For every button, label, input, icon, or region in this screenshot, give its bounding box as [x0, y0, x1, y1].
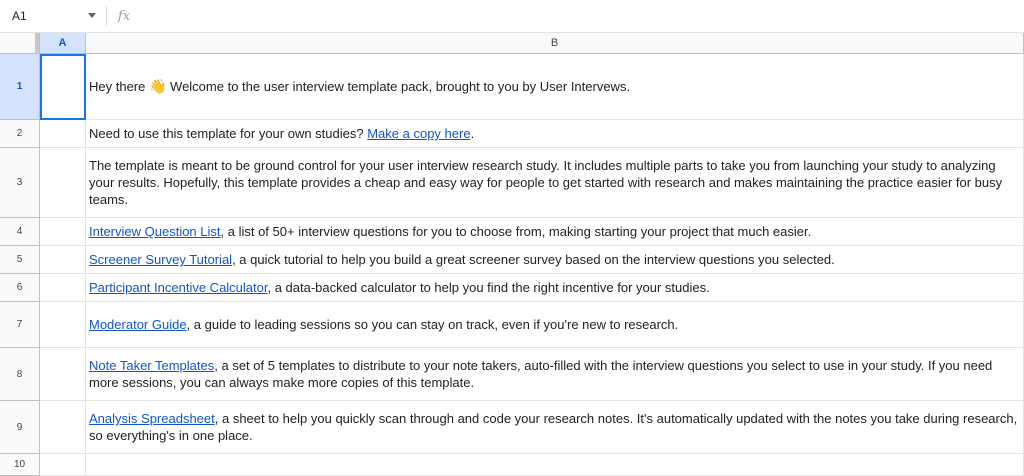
formula-bar-divider — [106, 6, 107, 26]
row-header-5[interactable]: 5 — [0, 246, 40, 274]
row-header-4[interactable]: 4 — [0, 218, 40, 246]
cell-a9[interactable] — [40, 401, 86, 454]
cell-b3[interactable] — [86, 148, 1024, 218]
cell-a4[interactable] — [40, 218, 86, 246]
cell-a8[interactable] — [40, 348, 86, 401]
fx-icon: fx — [117, 8, 131, 24]
row-header-9[interactable]: 9 — [0, 401, 40, 454]
row-header-6[interactable]: 6 — [0, 274, 40, 302]
cell-a5[interactable] — [40, 246, 86, 274]
column-header-b[interactable]: B — [86, 33, 1024, 54]
cell-b2[interactable]: Need to use this template for your own studies? Make a copy here. — [86, 120, 1024, 148]
cell-b4[interactable]: Interview Question List, a list of 50+ interview questions for you to choose from, making starting your project that much easier. — [86, 218, 1024, 246]
row-header-2[interactable]: 2 — [0, 120, 40, 148]
cell-b6[interactable]: Participant Incentive Calculator, a data-backed calculator to help you find the right incentive for your studies. — [86, 274, 1024, 302]
participant-incentive-calculator-link[interactable]: Participant Incentive Calculator — [89, 280, 268, 295]
cell-a10[interactable] — [40, 454, 86, 476]
row-header-8[interactable]: 8 — [0, 348, 40, 401]
waving-hand-emoji: 👋 — [148, 78, 167, 94]
cell-b10[interactable] — [86, 454, 1024, 476]
row-header-10[interactable]: 10 — [0, 454, 40, 476]
column-header-a[interactable]: A — [40, 33, 86, 54]
name-box[interactable] — [4, 4, 100, 28]
name-box-value: A1 — [12, 9, 27, 23]
cell-a3[interactable] — [40, 148, 86, 218]
row-header-7[interactable]: 7 — [0, 302, 40, 348]
spreadsheet-grid — [0, 33, 1024, 476]
select-all-corner[interactable] — [0, 33, 40, 54]
screener-survey-tutorial-link[interactable]: Screener Survey Tutorial — [89, 252, 233, 267]
cell-a7[interactable] — [40, 302, 86, 348]
intro-paragraph: The template is meant to be ground control for your user interview research study. It includes multiple parts to take you from launching your study to analyzing your results. Hopefully, this template provides a cheap and easy way for people to get started with research and makes maintaining the practice easier for busy teams. — [89, 158, 1003, 207]
cell-a2[interactable] — [40, 120, 86, 148]
make-a-copy-link[interactable]: Make a copy here — [367, 126, 471, 141]
welcome-text: Hey there 👋 Welcome to the user interview template pack, brought to you by User Intervews. — [89, 78, 631, 94]
note-taker-templates-link[interactable]: Note Taker Templates — [89, 358, 215, 373]
cell-b8[interactable]: Note Taker Templates, a set of 5 templates to distribute to your note takers, auto-filled with the interview questions you select to use in your study. If you need more sessions, you can always make more copies of this template. — [86, 348, 1024, 401]
cell-b9[interactable]: Analysis Spreadsheet, a sheet to help you quickly scan through and code your research notes. It's automatically updated with the notes you take during research, so everything's in one place. — [86, 401, 1024, 454]
cell-a6[interactable] — [40, 274, 86, 302]
interview-question-list-link[interactable]: Interview Question List — [89, 224, 221, 239]
moderator-guide-link[interactable]: Moderator Guide — [89, 317, 187, 332]
cell-b7[interactable]: Moderator Guide, a guide to leading sessions so you can stay on track, even if you're new to research. — [86, 302, 1024, 348]
cell-b1[interactable] — [86, 54, 1024, 120]
row-header-1[interactable]: 1 — [0, 54, 40, 120]
cell-b5[interactable]: Screener Survey Tutorial, a quick tutorial to help you build a great screener survey based on the interview questions you selected. — [86, 246, 1024, 274]
formula-input[interactable] — [141, 4, 1024, 28]
cell-a1[interactable] — [40, 54, 86, 120]
chevron-down-icon[interactable] — [88, 13, 96, 18]
row-header-3[interactable]: 3 — [0, 148, 40, 218]
formula-bar — [0, 0, 1024, 33]
analysis-spreadsheet-link[interactable]: Analysis Spreadsheet — [89, 411, 215, 426]
